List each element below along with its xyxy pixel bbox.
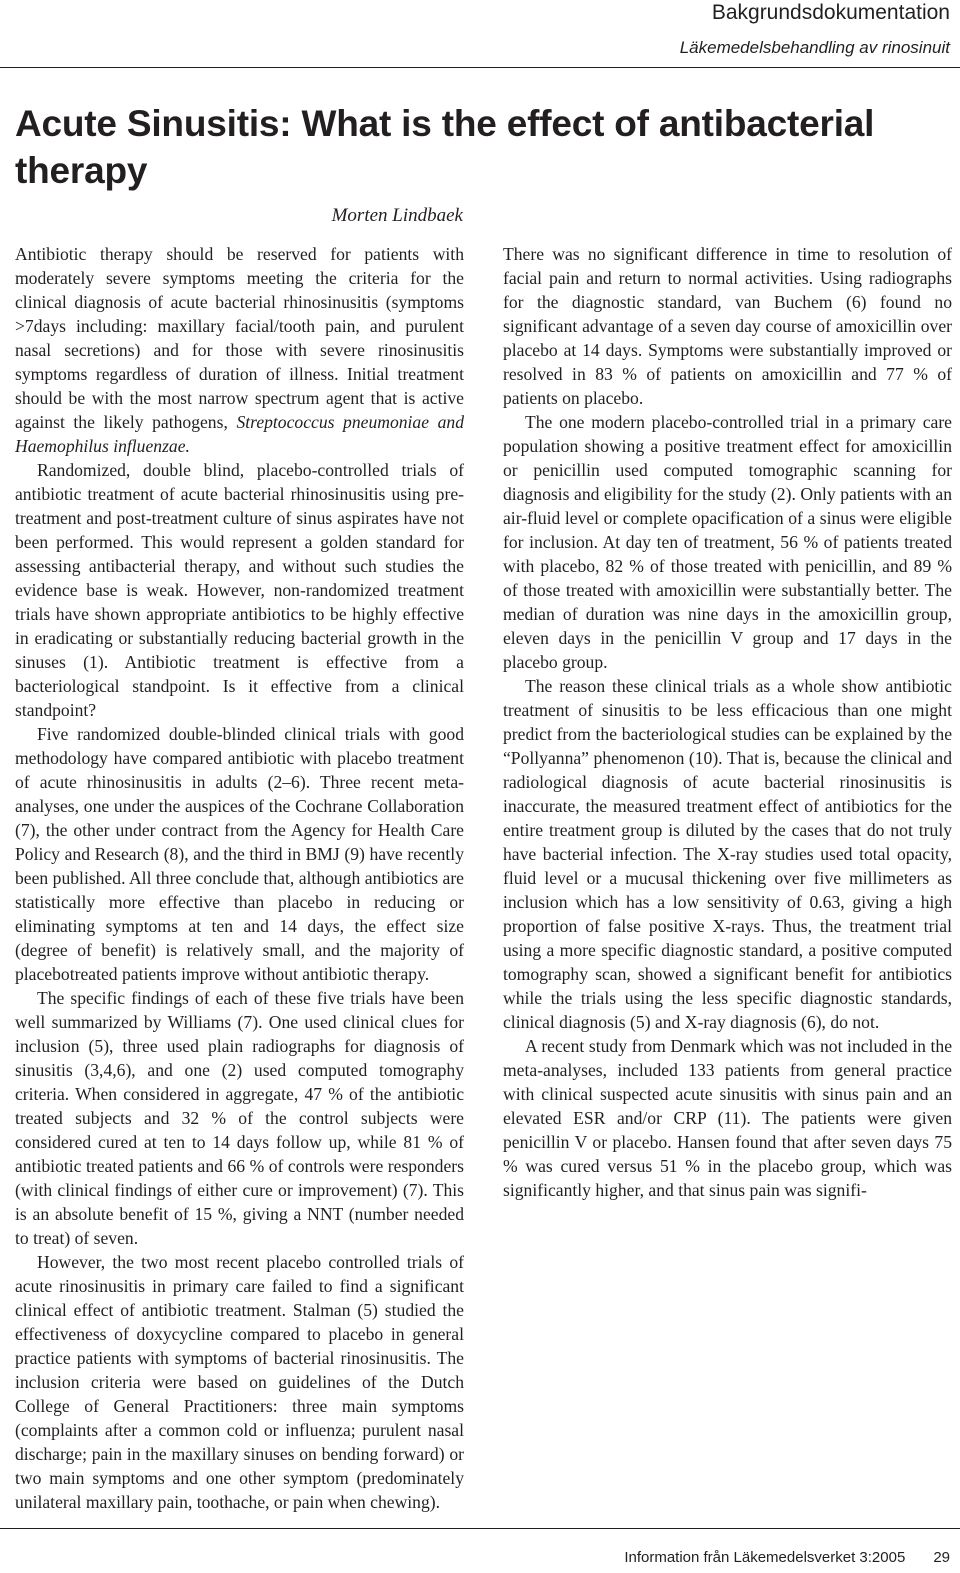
running-head-subsection: Läkemedelsbehandling av rinosinuit bbox=[679, 38, 950, 57]
footer-publication: Information från Läkemedelsverket 3:2005 bbox=[624, 1549, 906, 1566]
running-head-section: Bakgrundsdokumentation bbox=[711, 1, 950, 24]
page-footer bbox=[624, 1548, 950, 1567]
body-paragraph-8: A recent study from Denmark which was not included in the meta-analyses, included 133 patients from general practice with clinical suspected acute sinusitis with sinus pain and an elevated ESR and/or CRP (11). The patients were given penicillin V or placebo. Hansen found that after seven days 75 % was cured versus 51 % in the placebo group, which was significantly higher, and that sinus pain was signifi- bbox=[503, 1036, 952, 1200]
left-column bbox=[15, 242, 464, 1514]
body-paragraph-5: However, the two most recent placebo controlled trials of acute rinosinusitis in primary care failed to find a significant clinical effect of antibiotic treatment. Stalman (5) studied the effectiveness of doxycycline compared to placebo in general practice patients with symptoms of bacterial rinosinusitis. The inclusion criteria were based on guidelines of the Dutch College of General Practitioners: three main symptoms (complaints after a common cold or influenza; purulent nasal discharge; pain in the maxillary sinuses on bending forward) or two main symptoms and one other symptom (predominately unilateral maxillary pain, toothache, or pain when chewing). bbox=[15, 1252, 464, 1512]
header-divider bbox=[0, 67, 960, 68]
body-paragraph-6: The one modern placebo-controlled trial in a primary care population showing a positive treatment effect for amoxicillin or penicillin used computed tomographic scanning for diagnosis and eligibility for the study (2). Only patients with an air-fluid level or complete opacification of a sinus were eligible for inclusion. At day ten of treatment, 56 % of patients treated with placebo, 82 % of those treated with penicillin, and 89 % of those treated with amoxicillin were substantially better. The median of duration was nine days in the amoxicillin group, eleven days in the penicillin V group and 17 days in the placebo group. bbox=[503, 412, 952, 672]
body-paragraph-5-continued: There was no significant difference in time to resolution of facial pain and return to normal activities. Using radiographs for the diagnostic standard, van Buchem (6) found no significant advantage of a seven day course of amoxicillin over placebo at 14 days. Symptoms were substantially improved or resolved in 83 % of patients on amoxicillin and 77 % of patients on placebo. bbox=[503, 244, 952, 408]
page-number: 29 bbox=[933, 1549, 950, 1566]
paragraph-1-text: Antibiotic therapy should be reserved for patients with moderately severe symptoms meeting the criteria for the clinical diagnosis of acute bacterial rhinosinusitis (symptoms >7days including: maxillary facial/tooth pain, and purulent nasal secretions) and for those with severe rinosinusitis symptoms regardless of duration of illness. Initial treatment should be with the most narrow spectrum agent that is active against the likely pathogens, bbox=[15, 244, 464, 432]
body-paragraph-2: Randomized, double blind, placebo-controlled trials of antibiotic treatment of acute bacterial rhinosinusitis using pre-treatment and post-treatment culture of sinus aspirates have not been performed. This would represent a golden standard for assessing antibacterial therapy, and without such studies the evidence base is weak. However, non-randomized treatment trials have shown appropriate antibiotics to be highly effective in eradicating or substantially reducing bacterial growth in the sinuses (1). Antibiotic treatment is effective from a bacteriological standpoint. Is it effective from a clinical standpoint? bbox=[15, 460, 464, 720]
right-column bbox=[503, 242, 952, 1202]
article-author: Morten Lindbaek bbox=[331, 205, 463, 226]
article-title: Acute Sinusitis: What is the effect of antibacterial therapy bbox=[15, 103, 875, 191]
body-paragraph-3: Five randomized double-blinded clinical trials with good methodology have compared antibiotic with placebo treatment of acute rhinosinusitis in adults (2–6). Three recent meta-analyses, one under the auspices of the Cochrane Collaboration (7), the other under contract from the Agency for Health Care Policy and Research (8), and the third in BMJ (9) have recently been published. All three conclude that, although antibiotics are statistically more effective than placebo in reducing or eliminating symptoms at ten and 14 days, the effect size (degree of benefit) is relatively small, and the majority of placebotreated patients improve without antibiotic therapy. bbox=[15, 724, 464, 984]
footer-divider bbox=[0, 1528, 960, 1529]
body-paragraph-4: The specific findings of each of these five trials have been well summarized by Williams (7). One used clinical clues for inclusion (5), three used plain radiographs for diagnosis of sinusitis (3,4,6), and one (2) used computed tomography criteria. When considered in aggregate, 47 % of the antibiotic treated subjects and 32 % of the control subjects were considered cured at ten to 14 days follow up, while 81 % of antibiotic treated patients and 66 % of controls were responders (with clinical findings of either cure or improvement) (7). This is an absolute benefit of 15 %, giving a NNT (number needed to treat) of seven. bbox=[15, 988, 464, 1248]
paragraph-1-pathogens: Streptococcus pneumoniae and Haemophilus influenzae. bbox=[15, 412, 465, 456]
body-paragraph-7: The reason these clinical trials as a whole show antibiotic treatment of sinusitis to be less efficacious than one might predict from the bacteriological studies can be explained by the “Pollyanna” phenomenon (10). That is, because the clinical and radiological diagnosis of acute bacterial rinosinusitis is inaccurate, the measured treatment effect of antibiotics for the entire treatment group is diluted by the cases that do not truly have bacterial infection. The X-ray studies used total opacity, fluid level or a mucusal thickening over five millimeters as inclusion which has a low sensitivity of 0.63, giving a high proportion of false positive X-rays. Thus, the treatment trial using a more specific diagnostic standard, a positive computed tomography scan, showed a significant benefit for antibiotics while the trials using the less specific diagnostic standards, clinical diagnosis (5) and X-ray diagnosis (6), do not. bbox=[503, 676, 952, 1032]
body-paragraph-1 bbox=[15, 242, 464, 458]
